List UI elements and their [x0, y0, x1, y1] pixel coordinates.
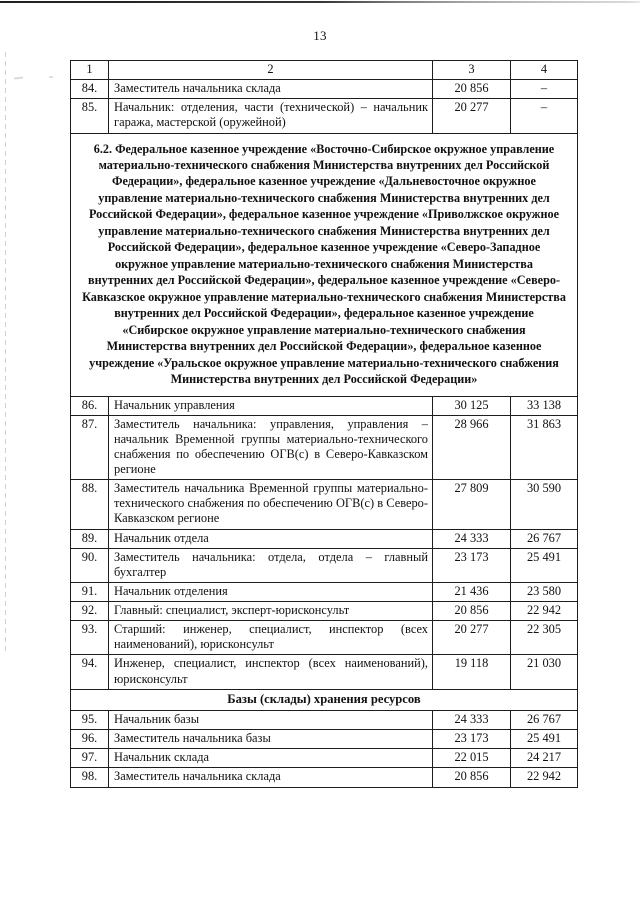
- table-row: [71, 99, 578, 133]
- salary-value-col4: 23 580: [511, 582, 578, 601]
- table-row: [71, 529, 578, 548]
- row-number: 96.: [71, 730, 109, 749]
- salary-value-col4: 33 138: [511, 396, 578, 415]
- table-row: [71, 711, 578, 730]
- position-title: Заместитель начальника: отдела, отдела – главный бухгалтер: [109, 548, 433, 582]
- table-header-row: [71, 61, 578, 80]
- position-title: Заместитель начальника: управления, управления – начальник Временной группы материально-технического снабжения по обеспечению ОГВ(с) в Северо-Кавказском регионе: [109, 415, 433, 480]
- row-number: 98.: [71, 768, 109, 787]
- salary-schedule-table: [70, 60, 578, 788]
- table-row: [71, 480, 578, 529]
- salary-value-col4: 26 767: [511, 529, 578, 548]
- table-section-heading-row: [71, 689, 578, 710]
- salary-value-col4: 31 863: [511, 415, 578, 480]
- section-paragraph: 6.2. Федеральное казенное учреждение «Восточно-Сибирское окружное управление материально-технического снабжения Министерства внутренних дел Российской Федерации», федеральное казенное учреждение «Дальневосточное окружное управление материально-технического снабжения Министерства внутренних дел Российской Федерации», федеральное казенное учреждение «Приволжское окружное управление материально-технического снабжения Министерства внутренних дел Российской Федерации», федеральное казенное учреждение «Северо-Западное окружное управление материально-технического снабжения Министерства внутренних дел Российской Федерации», федеральное казенное учреждение «Северо-Кавказское окружное управление материально-технического снабжения Министерства внутренних дел Российской Федерации», федеральное казенное учреждение «Сибирское окружное управление материально-технического снабжения Министерства внутренних дел Российской Федерации», федеральное казенное учреждение «Уральское окружное управление материально-технического снабжения Министерства внутренних дел Российской Федерации»: [71, 133, 578, 396]
- salary-value-col3: 19 118: [433, 655, 511, 689]
- salary-value-col4: 30 590: [511, 480, 578, 529]
- table-row: [71, 396, 578, 415]
- table-row: [71, 602, 578, 621]
- table-row: [71, 548, 578, 582]
- salary-value-col4: 24 217: [511, 749, 578, 768]
- salary-value-col4: 26 767: [511, 711, 578, 730]
- salary-value-col3: 24 333: [433, 529, 511, 548]
- table-row: [71, 80, 578, 99]
- salary-value-col4: 21 030: [511, 655, 578, 689]
- row-number: 97.: [71, 749, 109, 768]
- table-row: [71, 749, 578, 768]
- position-title: Начальник склада: [109, 749, 433, 768]
- row-number: 87.: [71, 415, 109, 480]
- section-heading: Базы (склады) хранения ресурсов: [71, 689, 578, 710]
- scan-artifact-left-margin: [5, 52, 6, 652]
- scan-artifact-top-edge: [0, 1, 640, 3]
- row-number: 86.: [71, 396, 109, 415]
- position-title: Главный: специалист, эксперт-юрисконсульт: [109, 602, 433, 621]
- salary-value-col3: 20 277: [433, 99, 511, 133]
- column-header: 4: [511, 61, 578, 80]
- row-number: 94.: [71, 655, 109, 689]
- salary-value-col3: 24 333: [433, 711, 511, 730]
- salary-value-col3: 23 173: [433, 548, 511, 582]
- salary-value-col4: –: [511, 99, 578, 133]
- position-title: Старший: инженер, специалист, инспектор (всех наименований), юрисконсульт: [109, 621, 433, 655]
- position-title: Заместитель начальника склада: [109, 80, 433, 99]
- position-title: Начальник управления: [109, 396, 433, 415]
- row-number: 88.: [71, 480, 109, 529]
- table-row: [71, 582, 578, 601]
- salary-value-col3: 27 809: [433, 480, 511, 529]
- salary-value-col4: –: [511, 80, 578, 99]
- table-row: [71, 768, 578, 787]
- salary-value-col4: 22 305: [511, 621, 578, 655]
- position-title: Заместитель начальника Временной группы материально-технического снабжения по обеспечению ОГВ(с) в Северо-Кавказском регионе: [109, 480, 433, 529]
- page-number: 13: [313, 28, 327, 43]
- table-paragraph-row: [71, 133, 578, 396]
- salary-value-col3: 20 856: [433, 602, 511, 621]
- table-row: [71, 655, 578, 689]
- salary-value-col3: 28 966: [433, 415, 511, 480]
- table-row: [71, 621, 578, 655]
- row-number: 93.: [71, 621, 109, 655]
- salary-value-col3: 22 015: [433, 749, 511, 768]
- row-number: 95.: [71, 711, 109, 730]
- row-number: 91.: [71, 582, 109, 601]
- salary-value-col4: 25 491: [511, 730, 578, 749]
- row-number: 92.: [71, 602, 109, 621]
- salary-value-col3: 20 856: [433, 768, 511, 787]
- salary-value-col4: 22 942: [511, 768, 578, 787]
- row-number: 90.: [71, 548, 109, 582]
- row-number: 84.: [71, 80, 109, 99]
- row-number: 89.: [71, 529, 109, 548]
- table-body: [71, 61, 578, 788]
- position-title: Заместитель начальника базы: [109, 730, 433, 749]
- column-header: 2: [109, 61, 433, 80]
- position-title: Заместитель начальника склада: [109, 768, 433, 787]
- salary-value-col3: 23 173: [433, 730, 511, 749]
- position-title: Начальник: отделения, части (технической) – начальник гаража, мастерской (оружейной): [109, 99, 433, 133]
- salary-value-col3: 30 125: [433, 396, 511, 415]
- table-row: [71, 415, 578, 480]
- salary-value-col3: 20 856: [433, 80, 511, 99]
- salary-value-col4: 22 942: [511, 602, 578, 621]
- scan-artifact-speck: [14, 76, 23, 79]
- position-title: Начальник отдела: [109, 529, 433, 548]
- table-row: [71, 730, 578, 749]
- column-header: 1: [71, 61, 109, 80]
- salary-value-col4: 25 491: [511, 548, 578, 582]
- position-title: Начальник отделения: [109, 582, 433, 601]
- position-title: Начальник базы: [109, 711, 433, 730]
- salary-value-col3: 21 436: [433, 582, 511, 601]
- row-number: 85.: [71, 99, 109, 133]
- position-title: Инженер, специалист, инспектор (всех наименований), юрисконсульт: [109, 655, 433, 689]
- scan-artifact-speck: [49, 76, 53, 78]
- salary-value-col3: 20 277: [433, 621, 511, 655]
- column-header: 3: [433, 61, 511, 80]
